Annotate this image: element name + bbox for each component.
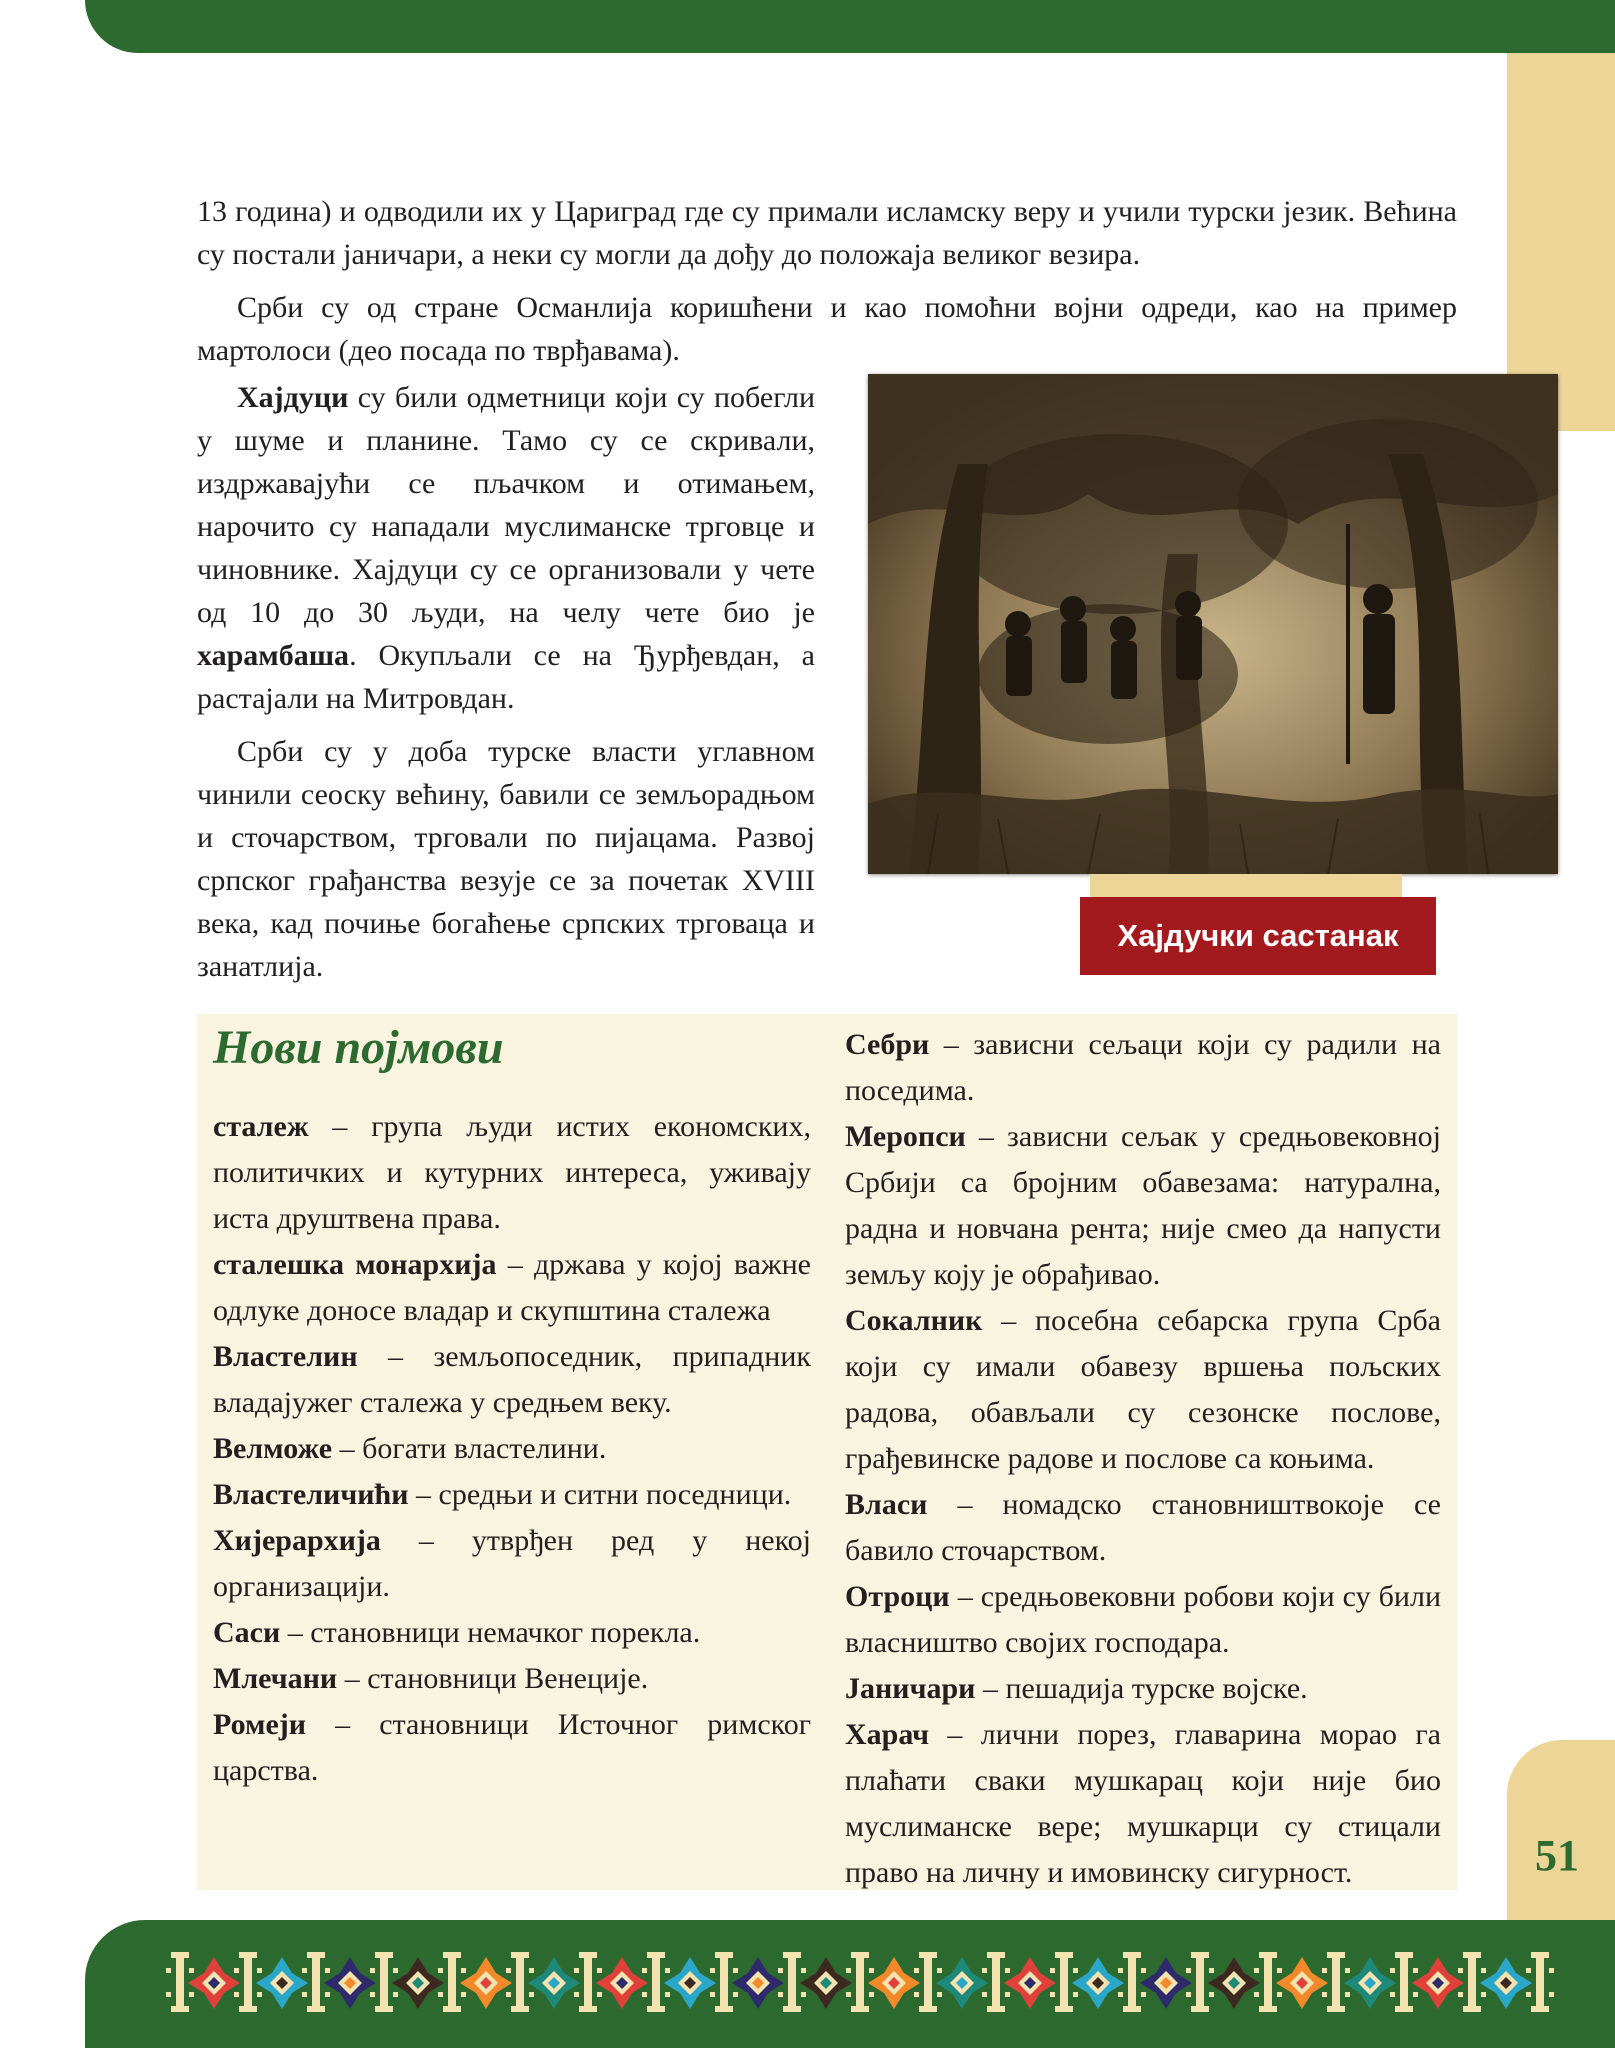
term-name: Себри: [845, 1028, 930, 1061]
term-name: Млечани: [213, 1662, 338, 1695]
term-definition: – становници Источног римског царства.: [213, 1708, 811, 1787]
term-definition: – средњовековни робови који су били власништво својих господара.: [845, 1580, 1441, 1659]
hajduk-meeting-illustration: [868, 374, 1558, 874]
ornament-star: [936, 1957, 988, 2009]
page-number: 51: [1535, 1831, 1579, 1880]
term-definition: – посебна себарска група Срба који су имали обавезу вршења пољских радова, обављали су сезонске послове, грађевинске радове и послове са коњима.: [845, 1304, 1441, 1475]
term-name: Ромеји: [213, 1708, 307, 1741]
term-name: Харач: [845, 1718, 930, 1751]
term-entry: [845, 1022, 1441, 1114]
term-entry: [845, 1712, 1441, 1896]
term-name: сталеж: [213, 1110, 309, 1143]
ornament-star: [1480, 1957, 1532, 2009]
paragraph-auxiliary-troops: Срби су од стране Османлија коришћени и као помоћни војни одреди, као на пример мартолоси (део посада по тврђавама).: [197, 291, 1457, 367]
term-entry: [213, 1472, 811, 1518]
ornament-star: [1140, 1957, 1192, 2009]
term-name: Меропси: [845, 1120, 966, 1153]
term-entry: [213, 1104, 811, 1242]
term-name: сталешка монархија: [213, 1248, 497, 1281]
hajduk-meeting-drawing: [868, 374, 1558, 874]
term-name: Отроци: [845, 1580, 950, 1613]
term-entry: [213, 1518, 811, 1610]
term-definition: – утврђен ред у некој организацији.: [213, 1524, 811, 1603]
term-entry: [845, 1574, 1441, 1666]
term-entry: [845, 1298, 1441, 1482]
term-name: Властелин: [213, 1340, 358, 1373]
term-definition: – земљопоседник, припадник владајужег сталежа у средњем веку.: [213, 1340, 811, 1419]
ornament-star: [732, 1957, 784, 2009]
top-band: [85, 0, 1615, 53]
term-definition: – лични порез, главарина морао га плаћати сваки мушкарац који није био муслиманске вере; мушкарци су стицали право на личну и имовинску сигурност.: [845, 1718, 1441, 1889]
term-name: Властеличићи: [213, 1478, 409, 1511]
ornament-star: [596, 1957, 648, 2009]
terms-left-column: [213, 1104, 811, 1794]
term-definition: – зависни сељак у средњовековној Србији са бројним обавезама: натурална, радна и новчана рента; није смео да напусти земљу коју је обрађивао.: [845, 1120, 1441, 1291]
term-entry: [213, 1242, 811, 1334]
paragraph-hajduks: [197, 376, 815, 720]
term-name: Јаничари: [845, 1672, 976, 1705]
term-hajduks: Хајдуци: [237, 381, 349, 414]
term-entry: [213, 1610, 811, 1656]
ornament-star: [1072, 1957, 1124, 2009]
term-definition: – држава у којој важне одлуке доносе владар и скупштина сталежа: [213, 1248, 811, 1327]
hajduks-text-1: су били одметници који су побегли у шуме и планине. Тамо су се скривали, издржавајући се пљачком и отимањем, нарочито су нападали муслиманске трговце и чиновнике. Хајдуци су се организовали у чете од 10 до 30 људи, на челу чете био је: [197, 381, 815, 629]
term-entry: [845, 1114, 1441, 1298]
term-name: Саси: [213, 1616, 281, 1649]
term-definition: – пешадија турске војске.: [975, 1672, 1308, 1705]
term-entry: [845, 1482, 1441, 1574]
term-entry: [213, 1426, 811, 1472]
term-definition: – група људи истих економских, политичких и кутурних интереса, уживају иста друштвена права.: [213, 1110, 811, 1235]
ornament-star: [1276, 1957, 1328, 2009]
term-definition: – номадско становништвокоје се бавило сточарством.: [845, 1488, 1441, 1567]
ornament-star: [800, 1957, 852, 2009]
ornament-star: [392, 1957, 444, 2009]
figure-caption: Хајдучки састанак: [1080, 897, 1436, 975]
paragraph-serbs-under-turks: Срби су у доба турске власти углавном чинили сеоску већину, бавили се земљорадњом и сточарством, трговали по пијацама. Развој српског грађанства везује се за почетак XVIII века, кад почиње богаћење српских трговаца и занатлија.: [197, 735, 815, 983]
term-entry: [213, 1656, 811, 1702]
terms-right-column: [845, 1022, 1441, 1896]
term-definition: – становници Венеције.: [337, 1662, 649, 1695]
folk-ornament-border: [160, 1948, 1580, 2018]
term-name: Велможе: [213, 1432, 333, 1465]
ornament-star: [868, 1957, 920, 2009]
term-definition: – становници немачког порекла.: [280, 1616, 701, 1649]
ornament-star: [188, 1957, 240, 2009]
term-entry: [213, 1702, 811, 1794]
term-definition: – зависни сељаци који су радили на поседима.: [845, 1028, 1441, 1107]
ornament-star: [664, 1957, 716, 2009]
term-name: Сокалник: [845, 1304, 983, 1337]
term-name: Власи: [845, 1488, 928, 1521]
ornament-star: [1208, 1957, 1260, 2009]
ornament-star: [528, 1957, 580, 2009]
term-entry: [845, 1666, 1441, 1712]
term-harambasa: харамбаша: [197, 639, 350, 672]
term-name: Хијерархија: [213, 1524, 381, 1557]
term-definition: – богати властелини.: [332, 1432, 607, 1465]
ornament-star: [1412, 1957, 1464, 2009]
hajduks-text-2: . Окупљали се на Ђурђевдан, а растајали на Митровдан.: [197, 639, 815, 715]
new-terms-title: Нови појмови: [213, 1021, 504, 1074]
ornament-star: [256, 1957, 308, 2009]
ornament-star: [460, 1957, 512, 2009]
ornament-star: [1004, 1957, 1056, 2009]
paragraph-janissaries: 13 година) и одводили их у Цариград где су примали исламску веру и учили турски језик. Већина су постали јаничари, а неки су могли да дођу до положаја великог везира.: [197, 195, 1457, 271]
ornament-star: [1344, 1957, 1396, 2009]
term-definition: – средњи и ситни поседници.: [408, 1478, 792, 1511]
ornament-star: [324, 1957, 376, 2009]
term-entry: [213, 1334, 811, 1426]
